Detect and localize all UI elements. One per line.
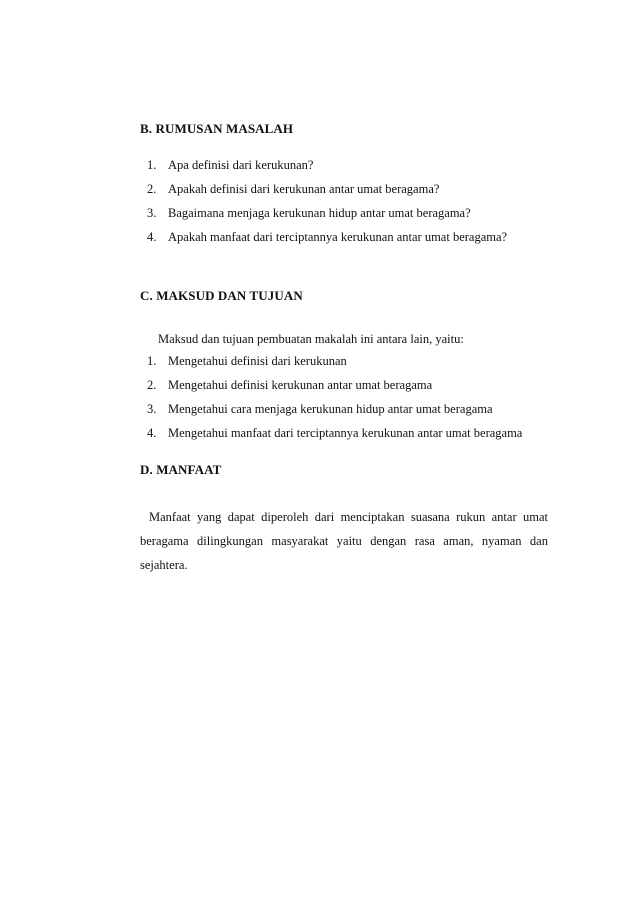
maksud-tujuan-list [147, 349, 522, 445]
list-item [147, 201, 507, 225]
list-item-text: Mengetahui manfaat dari terciptannya kerukunan antar umat beragama [168, 426, 523, 440]
list-item-text: Mengetahui cara menjaga kerukunan hidup antar umat beragama [168, 402, 493, 416]
list-item-number: 4. [147, 230, 157, 244]
list-item [147, 153, 507, 177]
list-item [147, 373, 522, 397]
list-item-number: 2. [147, 378, 157, 392]
list-item-text: Apakah manfaat dari terciptannya kerukunan antar umat beragama? [168, 230, 508, 244]
heading-manfaat: D. MANFAAT [140, 462, 222, 477]
list-item-number: 3. [147, 206, 157, 220]
list-item [147, 421, 522, 445]
manfaat-paragraph [140, 505, 548, 577]
list-item-number: 1. [147, 158, 157, 172]
paragraph-line: Manfaat yang dapat diperoleh dari menciptakan suasana rukun antar umat [149, 510, 548, 524]
list-item [147, 177, 507, 201]
list-item [147, 397, 522, 421]
list-item-text: Apakah definisi dari kerukunan antar umat beragama? [168, 182, 440, 196]
list-item-text: Apa definisi dari kerukunan? [168, 158, 314, 172]
list-item-text: Bagaimana menjaga kerukunan hidup antar umat beragama? [168, 206, 471, 220]
heading-rumusan-masalah: B. RUMUSAN MASALAH [140, 121, 294, 136]
list-item [147, 225, 507, 249]
heading-maksud-dan-tujuan: C. MAKSUD DAN TUJUAN [140, 288, 303, 303]
paragraph-line: sejahtera. [140, 558, 188, 572]
paragraph-line: beragama dilingkungan masyarakat yaitu dengan rasa aman, nyaman dan [140, 534, 548, 548]
maksud-tujuan-intro: Maksud dan tujuan pembuatan makalah ini antara lain, yaitu: [158, 332, 464, 346]
list-item-number: 3. [147, 402, 157, 416]
list-item-number: 1. [147, 354, 157, 368]
list-item [147, 349, 522, 373]
list-item-text: Mengetahui definisi kerukunan antar umat beragama [168, 378, 433, 392]
list-item-text: Mengetahui definisi dari kerukunan [168, 354, 347, 368]
list-item-number: 2. [147, 182, 157, 196]
list-item-number: 4. [147, 426, 157, 440]
rumusan-masalah-list [147, 153, 507, 249]
